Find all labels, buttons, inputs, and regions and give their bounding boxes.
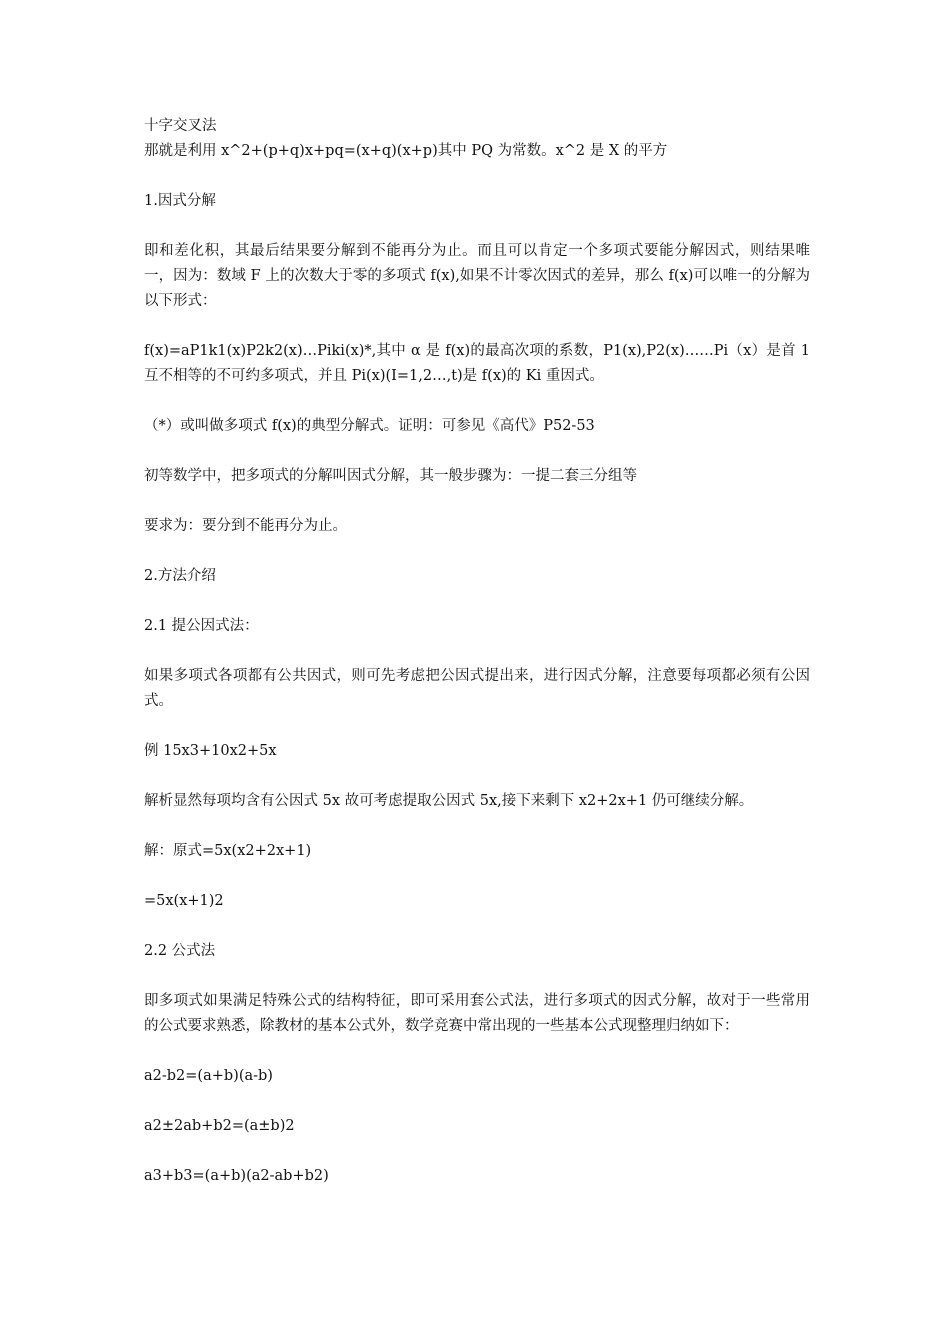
section1-paragraph-5: 要求为：要分到不能再分为止。 — [144, 518, 347, 534]
section21-analysis: 解析显然每项均含有公因式 5x 故可考虑提取公因式 5x,接下来剩下 x2+2x+1 仍可继续分解。 — [144, 793, 754, 809]
document-page — [144, 114, 810, 1189]
section22-heading: 2.2 公式法 — [144, 943, 216, 959]
formula-2: a2±2ab+b2=(a±b)2 — [144, 1118, 295, 1134]
section21-example: 例 15x3+10x2+5x — [144, 743, 277, 759]
formula-1: a2-b2=(a+b)(a-b) — [144, 1068, 273, 1084]
section1-paragraph-2: f(x)=aP1k1(x)P2k2(x)…Piki(x)*,其中 α 是 f(x)的最高次项的系数，P1(x),P2(x)……Pi（x）是首 1 互不相等的不可约多项式，并且 Pi(x)(I=1,2…,t)是 f(x)的 Ki 重因式。 — [144, 343, 810, 384]
section1-paragraph-1: 即和差化积，其最后结果要分解到不能再分为止。而且可以肯定一个多项式要能分解因式，则结果唯一，因为：数域 F 上的次数大于零的多项式 f(x),如果不计零次因式的差异，那么 f(x)可以唯一的分解为以下形式： — [144, 243, 810, 309]
section22-paragraph-1: 即多项式如果满足特殊公式的结构特征，即可采用套公式法，进行多项式的因式分解，故对于一些常用的公式要求熟悉，除教材的基本公式外，数学竞赛中常出现的一些基本公式现整理归纳如下： — [144, 993, 810, 1034]
section2-heading: 2.方法介绍 — [144, 568, 216, 584]
section21-paragraph-1: 如果多项式各项都有公共因式，则可先考虑把公因式提出来，进行因式分解，注意要每项都必须有公因式。 — [144, 668, 810, 709]
title-line: 十字交叉法 — [144, 118, 217, 134]
section1-heading: 1.因式分解 — [144, 193, 216, 209]
section21-heading: 2.1 提公因式法： — [144, 618, 259, 634]
section21-solution-2: =5x(x+1)2 — [144, 893, 224, 909]
section1-paragraph-3: （*）或叫做多项式 f(x)的典型分解式。证明：可参见《高代》P52-53 — [144, 418, 595, 434]
section1-paragraph-4: 初等数学中，把多项式的分解叫因式分解，其一般步骤为：一提二套三分组等 — [144, 468, 637, 484]
formula-3: a3+b3=(a+b)(a2-ab+b2) — [144, 1168, 329, 1184]
section21-solution-1: 解：原式=5x(x2+2x+1) — [144, 843, 312, 859]
intro-line: 那就是利用 x^2+(p+q)x+pq=(x+q)(x+p)其中 PQ 为常数。x^2 是 X 的平方 — [144, 143, 668, 159]
